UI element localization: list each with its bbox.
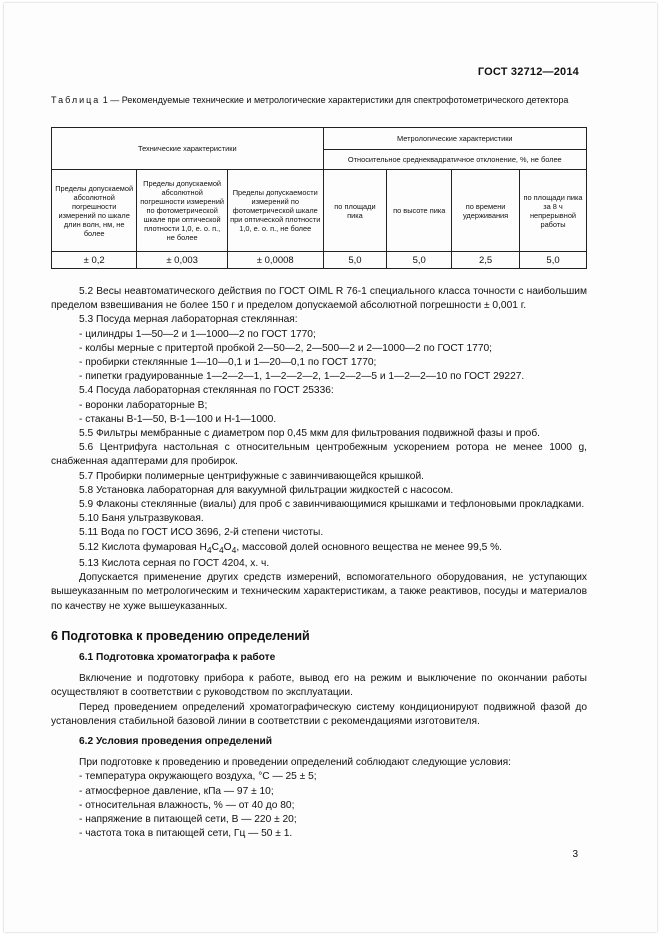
- table-cell: 5,0: [387, 252, 452, 269]
- clause-5-9: 5.9 Флаконы стеклянные (виалы) для проб с завинчивающимися крышками и тефлоновыми прокладками.: [79, 499, 585, 511]
- table-caption: [51, 95, 591, 106]
- subscript: 4: [206, 544, 212, 555]
- subscript: 4: [231, 544, 237, 555]
- column-header: Пределы допускаемости измерений по фотометрической шкале при оптической плотности 1,0, е. о. п., не более: [227, 170, 323, 252]
- rsd-header: Относительное среднеквадратичное отклонение, %, не более: [323, 150, 586, 170]
- clause-5-11: 5.11 Вода по ГОСТ ИСО 3696, 2-й степени чистоты.: [79, 527, 324, 539]
- table-caption-label: Таблица: [51, 95, 101, 105]
- list-item: - колбы мерные с притертой пробкой 2—50—2, 2—500—2 и 2—1000—2 по ГОСТ 1770;: [79, 342, 492, 354]
- formula-part: C: [211, 541, 219, 553]
- table-cell: ± 0,003: [137, 252, 228, 269]
- page: [4, 3, 657, 932]
- list-item: - напряжение в питающей сети, В — 220 ± 20;: [79, 813, 297, 825]
- clause-5-8: 5.8 Установка лабораторная для вакуумной фильтрации жидкостей с насосом.: [79, 484, 454, 496]
- list-item: - пробирки стеклянные 1—10—0,1 и 1—20—0,1 по ГОСТ 1770;: [79, 357, 377, 369]
- clause-5-12: [51, 541, 587, 557]
- formula-part: O: [223, 541, 232, 553]
- clause-5-2: 5.2 Весы неавтоматического действия по ГОСТ OIML R 76-1 специального класса точности с наибольшим пределом взвешивания не более 150 г и пределом допускаемой абсолютной погрешности ± 0,001 г.: [51, 286, 587, 312]
- column-header: Пределы допускаемой абсолютной погрешности измерений по фотометрической шкале при оптической плотности 1,0, е. о. п., не более: [137, 170, 228, 252]
- list-item: - атмосферное давление, кПа — 97 ± 10;: [79, 785, 274, 797]
- column-header: по площади пика за 8 ч непрерывной работы: [520, 170, 587, 252]
- metro-header: Метрологические характеристики: [323, 128, 586, 150]
- allowance-paragraph: Допускается применение других средств измерений, вспомогательного оборудования, не уступающих вышеуказанным по метрологическим и техническим характеристикам, а также реактивов, посуды и материалов по качеству не хуже вышеуказанных.: [51, 572, 587, 612]
- tech-header: Технические характеристики: [52, 128, 324, 170]
- paragraph: Перед проведением определений хроматографическую систему кондиционируют подвижной фазой до установления стабильной базовой линии в соответствии с рекомендациями изготовителя.: [51, 701, 587, 727]
- document-number: ГОСТ 32712—2014: [477, 66, 579, 78]
- clause-5-6: 5.6 Центрифуга настольная с относительным центробежным ускорением ротора не менее 1000 g, снабженная адаптерами для пробирок.: [51, 442, 587, 468]
- clause-text: 5.12 Кислота фумаровая H: [79, 541, 207, 553]
- clause-5-7: 5.7 Пробирки полимерные центрифужные с завинчивающейся крышкой.: [79, 470, 424, 482]
- list-item: - частота тока в питающей сети, Гц — 50 ± 1.: [79, 828, 293, 840]
- table-cell: ± 0,0008: [227, 252, 323, 269]
- column-header: Пределы допускаемой абсолютной погрешности измерений по шкале длин волн, нм, не более: [52, 170, 137, 252]
- section-6-2-heading: 6.2 Условия проведения определений: [79, 735, 273, 747]
- list-item: - цилиндры 1—50—2 и 1—1000—2 по ГОСТ 1770;: [79, 328, 316, 340]
- list-item: - температура окружающего воздуха, °С — 25 ± 5;: [79, 771, 317, 783]
- section-6-heading: 6 Подготовка к проведению определений: [51, 628, 310, 643]
- characteristics-table: [51, 127, 587, 269]
- column-header: по высоте пика: [387, 170, 452, 252]
- table-caption-text: 1 — Рекомендуемые технические и метрологические характеристики для спектрофотометрического детектора: [100, 95, 569, 105]
- document-body: [51, 285, 587, 841]
- table-cell: 5,0: [323, 252, 387, 269]
- clause-5-10: 5.10 Баня ультразвуковая.: [79, 513, 204, 525]
- clause-text: , массовой долей основного вещества не менее 99,5 %.: [236, 541, 502, 553]
- column-header: по площади пика: [323, 170, 387, 252]
- clause-5-4: 5.4 Посуда лабораторная стеклянная по ГОСТ 25336:: [79, 385, 334, 397]
- section-6-1-heading: 6.1 Подготовка хроматографа к работе: [79, 651, 276, 663]
- table-cell: 2,5: [452, 252, 520, 269]
- paragraph: Включение и подготовку прибора к работе, вывод его на режим и выключение по окончании работы осуществляют в соответствии с руководством по эксплуатации.: [51, 673, 587, 699]
- list-item: - воронки лабораторные В;: [79, 399, 208, 411]
- list-item: - пипетки градуированные 1—2—2—1, 1—2—2—2, 1—2—2—5 и 1—2—2—10 по ГОСТ 29227.: [79, 371, 525, 383]
- paragraph: При подготовке к проведению и проведении определений соблюдают следующие условия:: [79, 757, 511, 769]
- table-cell: 5,0: [520, 252, 587, 269]
- table-cell: ± 0,2: [52, 252, 137, 269]
- list-item: - относительная влажность, % — от 40 до 80;: [79, 799, 295, 811]
- clause-5-13: 5.13 Кислота серная по ГОСТ 4204, х. ч.: [79, 557, 270, 569]
- column-header: по времени удерживания: [452, 170, 520, 252]
- subscript: 4: [218, 544, 224, 555]
- clause-5-3: 5.3 Посуда мерная лабораторная стеклянная:: [79, 314, 298, 326]
- clause-5-5: 5.5 Фильтры мембранные с диаметром пор 0,45 мкм для фильтрования подвижной фазы и проб.: [79, 428, 540, 440]
- page-number: 3: [572, 849, 578, 860]
- list-item: - стаканы В-1—50, В-1—100 и Н-1—1000.: [79, 413, 277, 425]
